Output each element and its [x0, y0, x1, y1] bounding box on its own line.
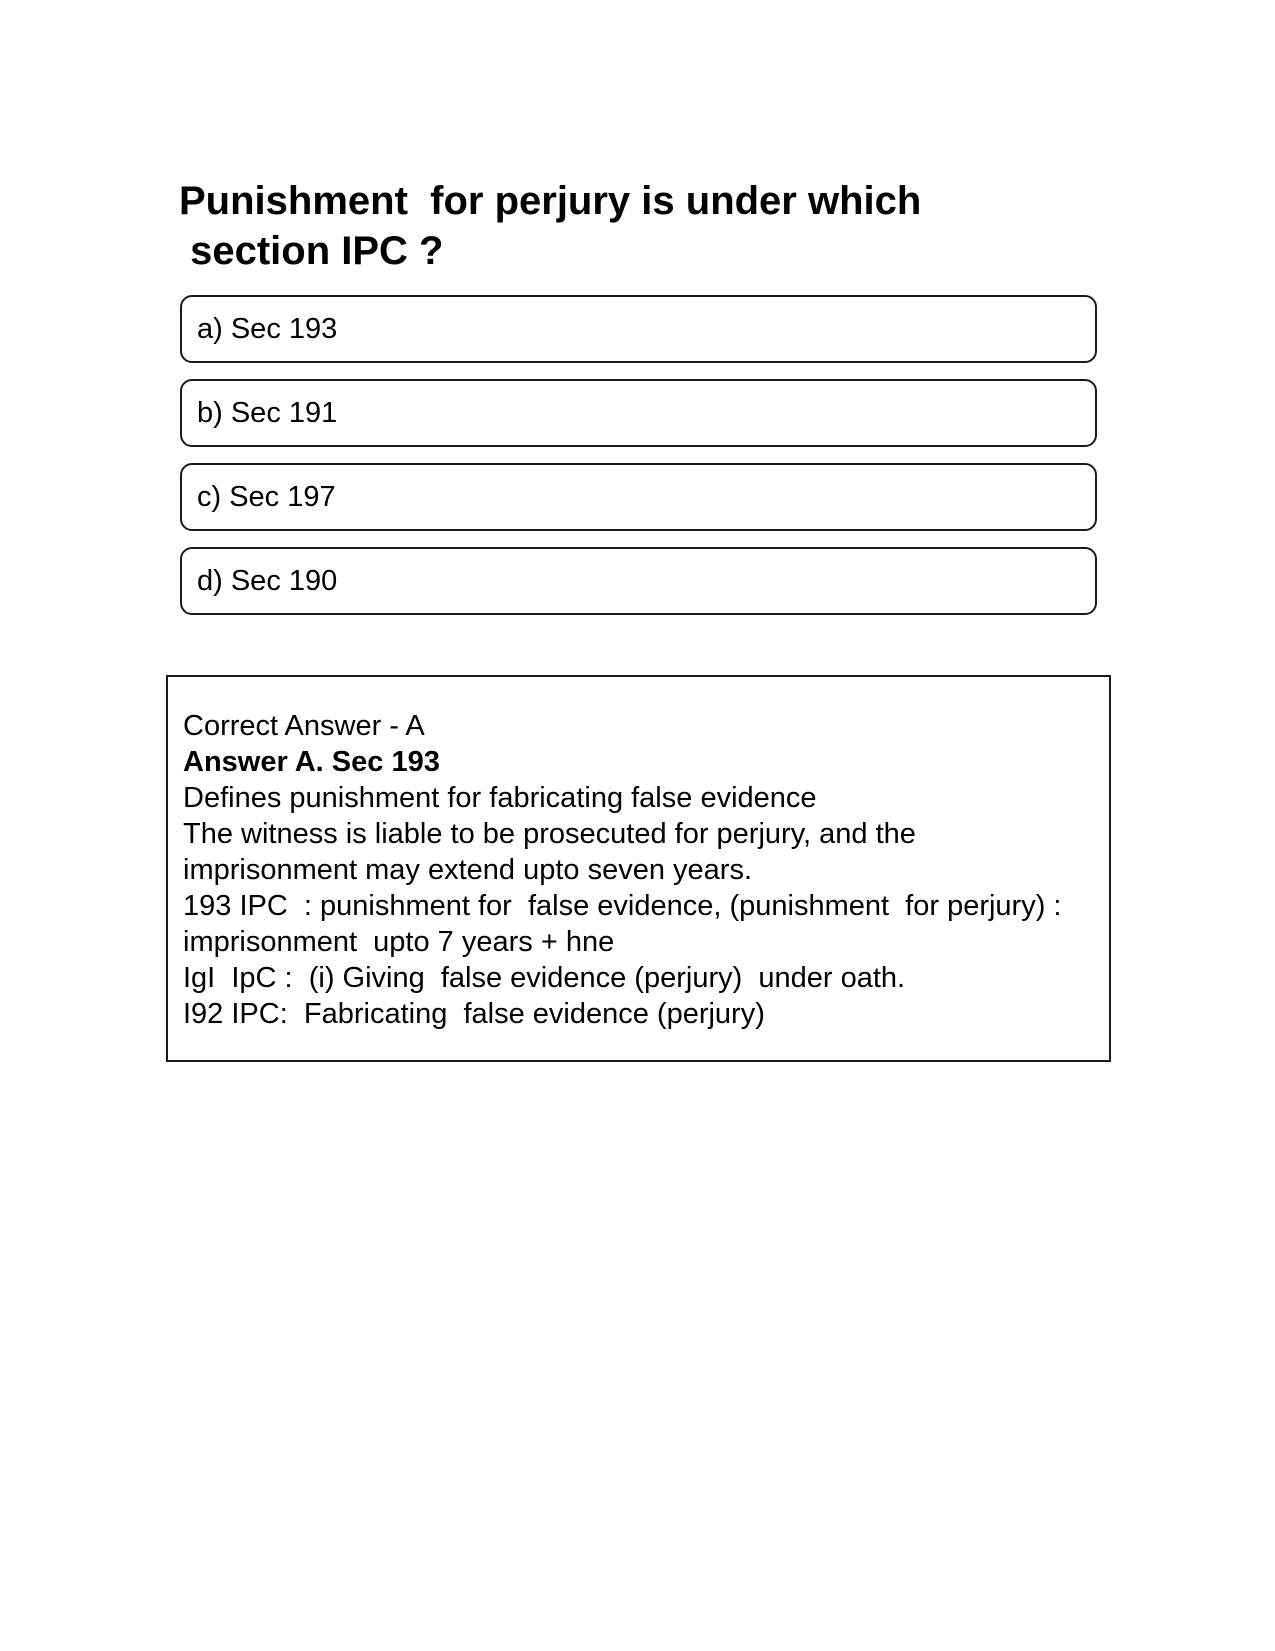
option-a[interactable] [180, 295, 1097, 363]
explanation-line-5: imprisonment upto 7 years + hne [183, 926, 615, 958]
question-title-line-1: Punishment for perjury is under which [179, 179, 922, 223]
option-d-label: d) Sec 190 [197, 564, 338, 597]
option-c[interactable] [180, 463, 1097, 531]
option-c-label: c) Sec 197 [197, 480, 336, 513]
explanation-line-1: Defines punishment for fabricating false evidence [183, 782, 817, 814]
question-title-line-2: section IPC ? [179, 229, 444, 273]
explanation-line-3: imprisonment may extend upto seven years. [183, 854, 752, 886]
answer-explanation-box [166, 675, 1111, 1062]
question-title [179, 176, 1079, 276]
options-list [180, 295, 1097, 631]
explanation-line-2: The witness is liable to be prosecuted for perjury, and the [183, 818, 916, 850]
answer-heading: Answer A. Sec 193 [183, 746, 440, 778]
option-b-label: b) Sec 191 [197, 396, 338, 429]
option-d[interactable] [180, 547, 1097, 615]
correct-answer-text: Correct Answer - A [183, 710, 425, 742]
explanation-line-4: 193 IPC : punishment for false evidence, (punishment for perjury) : [183, 890, 1062, 922]
option-a-label: a) Sec 193 [197, 312, 338, 345]
option-b[interactable] [180, 379, 1097, 447]
explanation-line-6: IgI IpC : (i) Giving false evidence (perjury) under oath. [183, 962, 906, 994]
explanation-line-7: I92 IPC: Fabricating false evidence (perjury) [183, 998, 765, 1030]
